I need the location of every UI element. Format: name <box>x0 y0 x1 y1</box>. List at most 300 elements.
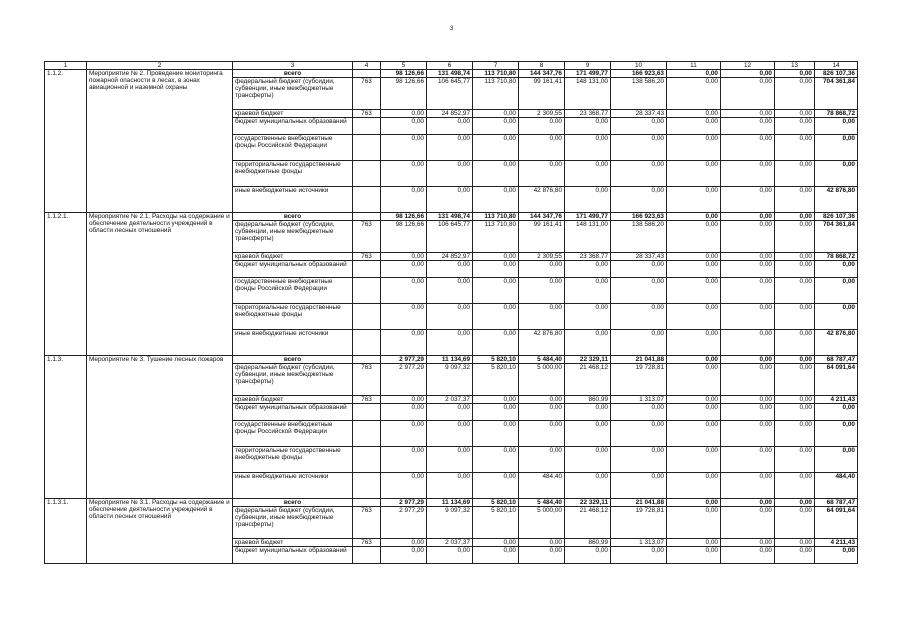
budget-code <box>353 213 381 221</box>
year-value: 0,00 <box>565 304 611 330</box>
year-value: 0,00 <box>667 110 721 118</box>
year-value: 0,00 <box>381 447 427 473</box>
year-value: 0,00 <box>721 364 775 396</box>
year-value: 0,00 <box>381 473 427 499</box>
year-value: 138 586,20 <box>611 78 667 110</box>
year-value: 0,00 <box>519 135 565 161</box>
year-value: 23 368,77 <box>565 253 611 261</box>
year-value: 5 000,00 <box>519 507 565 539</box>
year-value: 0,00 <box>381 253 427 261</box>
year-value: 0,00 <box>565 473 611 499</box>
year-value: 0,00 <box>775 213 815 221</box>
year-value: 0,00 <box>775 539 815 547</box>
budget-code <box>353 304 381 330</box>
total-value: 0,00 <box>815 447 858 473</box>
year-value: 0,00 <box>427 187 473 213</box>
year-value: 0,00 <box>667 364 721 396</box>
total-value: 42 876,80 <box>815 330 858 356</box>
year-value: 0,00 <box>721 135 775 161</box>
year-value: 0,00 <box>519 447 565 473</box>
year-value: 0,00 <box>519 118 565 135</box>
year-value: 23 368,77 <box>565 110 611 118</box>
year-value: 0,00 <box>427 547 473 564</box>
total-value: 68 787,47 <box>815 356 858 364</box>
year-value: 2 977,29 <box>381 356 427 364</box>
total-row <box>45 70 858 78</box>
total-value: 64 091,64 <box>815 507 858 539</box>
year-value: 0,00 <box>721 278 775 304</box>
header-cell: 10 <box>611 62 667 70</box>
year-value: 0,00 <box>721 261 775 278</box>
year-value: 0,00 <box>381 421 427 447</box>
year-value: 0,00 <box>427 261 473 278</box>
year-value: 0,00 <box>775 356 815 364</box>
year-value: 0,00 <box>427 304 473 330</box>
year-value: 0,00 <box>565 547 611 564</box>
year-value: 0,00 <box>775 304 815 330</box>
year-value: 5 484,40 <box>519 356 565 364</box>
year-value: 0,00 <box>721 253 775 261</box>
budget-code <box>353 118 381 135</box>
funding-source: иные внебюджетные источники <box>233 330 353 356</box>
year-value: 0,00 <box>667 253 721 261</box>
budget-code <box>353 547 381 564</box>
budget-code <box>353 161 381 187</box>
funding-source: государственные внебюджетные фонды Российской Федерации <box>233 421 353 447</box>
total-value: 0,00 <box>815 404 858 421</box>
year-value: 0,00 <box>721 330 775 356</box>
year-value: 0,00 <box>519 278 565 304</box>
year-value: 21 041,88 <box>611 356 667 364</box>
year-value: 0,00 <box>473 110 519 118</box>
total-value: 0,00 <box>815 261 858 278</box>
year-value: 0,00 <box>721 304 775 330</box>
year-value: 0,00 <box>473 396 519 404</box>
funding-source: территориальные государственные внебюджетные фонды <box>233 304 353 330</box>
year-value: 0,00 <box>721 161 775 187</box>
year-value: 0,00 <box>775 278 815 304</box>
year-value: 0,00 <box>775 135 815 161</box>
budget-code: 763 <box>353 396 381 404</box>
funding-source: иные внебюджетные источники <box>233 473 353 499</box>
year-value: 11 134,69 <box>427 356 473 364</box>
year-value: 0,00 <box>427 404 473 421</box>
year-value: 0,00 <box>473 304 519 330</box>
year-value: 113 710,80 <box>473 70 519 78</box>
activity-code: 1.1.2. <box>45 70 87 213</box>
year-value: 19 728,81 <box>611 364 667 396</box>
year-value: 0,00 <box>611 421 667 447</box>
header-cell: 11 <box>667 62 721 70</box>
year-value: 0,00 <box>381 187 427 213</box>
year-value: 24 852,97 <box>427 253 473 261</box>
year-value: 0,00 <box>721 396 775 404</box>
year-value: 28 337,43 <box>611 110 667 118</box>
year-value: 5 820,10 <box>473 356 519 364</box>
year-value: 9 097,32 <box>427 364 473 396</box>
year-value: 99 161,41 <box>519 221 565 253</box>
total-value: 826 107,36 <box>815 70 858 78</box>
budget-code <box>353 499 381 507</box>
header-row <box>45 62 858 70</box>
year-value: 0,00 <box>565 161 611 187</box>
year-value: 0,00 <box>667 118 721 135</box>
year-value: 0,00 <box>381 547 427 564</box>
year-value: 0,00 <box>427 118 473 135</box>
year-value: 0,00 <box>775 547 815 564</box>
year-value: 0,00 <box>667 278 721 304</box>
year-value: 2 037,37 <box>427 539 473 547</box>
total-value: 64 091,64 <box>815 364 858 396</box>
total-value: 0,00 <box>815 421 858 447</box>
year-value: 0,00 <box>667 261 721 278</box>
year-value: 0,00 <box>721 447 775 473</box>
budget-code <box>353 70 381 78</box>
year-value: 0,00 <box>473 421 519 447</box>
year-value: 106 645,77 <box>427 78 473 110</box>
year-value: 21 468,12 <box>565 364 611 396</box>
year-value: 0,00 <box>381 110 427 118</box>
year-value: 0,00 <box>427 278 473 304</box>
total-value: 4 211,43 <box>815 396 858 404</box>
year-value: 0,00 <box>381 161 427 187</box>
year-value: 0,00 <box>519 539 565 547</box>
budget-code <box>353 261 381 278</box>
year-value: 9 097,32 <box>427 507 473 539</box>
year-value: 0,00 <box>519 261 565 278</box>
year-value: 0,00 <box>775 507 815 539</box>
budget-code <box>353 356 381 364</box>
year-value: 0,00 <box>667 78 721 110</box>
total-value: 704 361,84 <box>815 78 858 110</box>
year-value: 0,00 <box>775 404 815 421</box>
year-value: 0,00 <box>667 70 721 78</box>
funding-source: иные внебюджетные источники <box>233 187 353 213</box>
total-value: 4 211,43 <box>815 539 858 547</box>
header-cell: 12 <box>721 62 775 70</box>
year-value: 0,00 <box>519 404 565 421</box>
year-value: 0,00 <box>565 404 611 421</box>
total-value: 78 868,72 <box>815 253 858 261</box>
year-value: 0,00 <box>381 278 427 304</box>
total-value: 0,00 <box>815 135 858 161</box>
year-value: 5 484,40 <box>519 499 565 507</box>
year-value: 11 134,69 <box>427 499 473 507</box>
year-value: 0,00 <box>775 364 815 396</box>
year-value: 0,00 <box>721 70 775 78</box>
year-value: 148 131,00 <box>565 78 611 110</box>
year-value: 171 499,77 <box>565 213 611 221</box>
year-value: 0,00 <box>473 404 519 421</box>
year-value: 0,00 <box>565 447 611 473</box>
funding-source: бюджет муниципальных образований <box>233 118 353 135</box>
funding-source: федеральный бюджет (субсидии, субвенции, иные межбюджетные трансферты) <box>233 78 353 110</box>
year-value: 0,00 <box>667 213 721 221</box>
budget-code <box>353 447 381 473</box>
year-value: 0,00 <box>473 539 519 547</box>
year-value: 131 498,74 <box>427 213 473 221</box>
funding-source: краевой бюджет <box>233 253 353 261</box>
year-value: 0,00 <box>721 187 775 213</box>
year-value: 21 468,12 <box>565 507 611 539</box>
year-value: 0,00 <box>775 70 815 78</box>
budget-code: 763 <box>353 507 381 539</box>
activity-title: Мероприятие № 3. Тушение лесных пожаров <box>87 356 233 499</box>
year-value: 0,00 <box>381 539 427 547</box>
budget-code <box>353 135 381 161</box>
budget-code <box>353 473 381 499</box>
budget-code <box>353 330 381 356</box>
year-value: 0,00 <box>473 253 519 261</box>
year-value: 0,00 <box>473 187 519 213</box>
header-cell: 9 <box>565 62 611 70</box>
year-value: 0,00 <box>667 507 721 539</box>
year-value: 113 710,80 <box>473 78 519 110</box>
year-value: 0,00 <box>381 404 427 421</box>
total-value: 0,00 <box>815 547 858 564</box>
year-value: 0,00 <box>427 421 473 447</box>
budget-code <box>353 404 381 421</box>
funding-source: территориальные государственные внебюджетные фонды <box>233 161 353 187</box>
year-value: 0,00 <box>667 447 721 473</box>
year-value: 0,00 <box>775 499 815 507</box>
funding-source: государственные внебюджетные фонды Российской Федерации <box>233 278 353 304</box>
year-value: 0,00 <box>667 539 721 547</box>
year-value: 0,00 <box>473 135 519 161</box>
year-value: 0,00 <box>473 278 519 304</box>
year-value: 0,00 <box>381 304 427 330</box>
year-value: 0,00 <box>473 447 519 473</box>
year-value: 0,00 <box>473 330 519 356</box>
budget-code: 763 <box>353 78 381 110</box>
year-value: 171 499,77 <box>565 70 611 78</box>
year-value: 0,00 <box>721 421 775 447</box>
year-value: 0,00 <box>667 356 721 364</box>
year-value: 0,00 <box>721 499 775 507</box>
header-cell: 14 <box>815 62 858 70</box>
year-value: 42 876,80 <box>519 330 565 356</box>
year-value: 0,00 <box>721 118 775 135</box>
year-value: 0,00 <box>775 187 815 213</box>
year-value: 5 000,00 <box>519 364 565 396</box>
funding-source: федеральный бюджет (субсидии, субвенции, иные межбюджетные трансферты) <box>233 221 353 253</box>
funding-source: всего <box>233 70 353 78</box>
total-value: 704 361,84 <box>815 221 858 253</box>
year-value: 484,40 <box>519 473 565 499</box>
year-value: 0,00 <box>427 447 473 473</box>
total-value: 484,40 <box>815 473 858 499</box>
activity-code: 1.1.3.1. <box>45 499 87 564</box>
year-value: 0,00 <box>427 330 473 356</box>
total-row <box>45 213 858 221</box>
year-value: 0,00 <box>775 221 815 253</box>
year-value: 0,00 <box>667 187 721 213</box>
year-value: 21 041,88 <box>611 499 667 507</box>
year-value: 0,00 <box>667 161 721 187</box>
year-value: 22 329,11 <box>565 499 611 507</box>
funding-source: краевой бюджет <box>233 110 353 118</box>
activity-title: Мероприятие № 3.1. Расходы на содержание и обеспечение деятельности учреждений в области лесных отношений <box>87 499 233 564</box>
year-value: 0,00 <box>565 421 611 447</box>
year-value: 0,00 <box>473 473 519 499</box>
year-value: 166 923,63 <box>611 70 667 78</box>
year-value: 0,00 <box>667 396 721 404</box>
budget-code <box>353 278 381 304</box>
year-value: 0,00 <box>611 187 667 213</box>
year-value: 0,00 <box>667 135 721 161</box>
year-value: 0,00 <box>667 499 721 507</box>
year-value: 0,00 <box>473 118 519 135</box>
year-value: 19 728,81 <box>611 507 667 539</box>
budget-code: 763 <box>353 110 381 118</box>
year-value: 0,00 <box>565 261 611 278</box>
year-value: 0,00 <box>667 404 721 421</box>
year-value: 0,00 <box>775 118 815 135</box>
funding-source: краевой бюджет <box>233 396 353 404</box>
year-value: 42 876,80 <box>519 187 565 213</box>
year-value: 2 037,37 <box>427 396 473 404</box>
budget-code <box>353 187 381 213</box>
total-row <box>45 356 858 364</box>
year-value: 0,00 <box>473 261 519 278</box>
year-value: 0,00 <box>775 473 815 499</box>
year-value: 0,00 <box>721 213 775 221</box>
funding-source: федеральный бюджет (субсидии, субвенции, иные межбюджетные трансферты) <box>233 364 353 396</box>
year-value: 0,00 <box>611 118 667 135</box>
year-value: 0,00 <box>381 261 427 278</box>
year-value: 0,00 <box>519 421 565 447</box>
year-value: 0,00 <box>721 110 775 118</box>
year-value: 5 820,10 <box>473 507 519 539</box>
funding-source: краевой бюджет <box>233 539 353 547</box>
year-value: 0,00 <box>427 135 473 161</box>
total-value: 0,00 <box>815 161 858 187</box>
funding-source: всего <box>233 499 353 507</box>
year-value: 106 645,77 <box>427 221 473 253</box>
year-value: 0,00 <box>565 330 611 356</box>
year-value: 0,00 <box>519 161 565 187</box>
year-value: 0,00 <box>721 539 775 547</box>
year-value: 0,00 <box>721 356 775 364</box>
year-value: 0,00 <box>473 547 519 564</box>
year-value: 0,00 <box>427 473 473 499</box>
year-value: 5 820,10 <box>473 364 519 396</box>
year-value: 98 126,66 <box>381 70 427 78</box>
year-value: 1 313,07 <box>611 539 667 547</box>
year-value: 0,00 <box>611 404 667 421</box>
budget-code <box>353 421 381 447</box>
year-value: 0,00 <box>775 253 815 261</box>
year-value: 0,00 <box>667 304 721 330</box>
year-value: 0,00 <box>381 330 427 356</box>
year-value: 0,00 <box>775 161 815 187</box>
year-value: 0,00 <box>611 161 667 187</box>
header-cell: 2 <box>87 62 233 70</box>
total-value: 68 787,47 <box>815 499 858 507</box>
year-value: 860,99 <box>565 396 611 404</box>
year-value: 24 852,97 <box>427 110 473 118</box>
year-value: 2 977,29 <box>381 499 427 507</box>
budget-code: 763 <box>353 221 381 253</box>
year-value: 0,00 <box>775 396 815 404</box>
year-value: 0,00 <box>519 547 565 564</box>
budget-code: 763 <box>353 364 381 396</box>
header-cell: 1 <box>45 62 87 70</box>
year-value: 2 977,29 <box>381 507 427 539</box>
year-value: 0,00 <box>721 473 775 499</box>
year-value: 0,00 <box>667 330 721 356</box>
year-value: 144 347,76 <box>519 213 565 221</box>
header-cell: 6 <box>427 62 473 70</box>
year-value: 0,00 <box>775 261 815 278</box>
year-value: 0,00 <box>721 547 775 564</box>
budget-table <box>44 61 858 564</box>
activity-code: 1.1.2.1. <box>45 213 87 356</box>
funding-source: всего <box>233 213 353 221</box>
year-value: 0,00 <box>611 261 667 278</box>
funding-source: федеральный бюджет (субсидии, субвенции, иные межбюджетные трансферты) <box>233 507 353 539</box>
funding-source: всего <box>233 356 353 364</box>
year-value: 0,00 <box>667 547 721 564</box>
total-value: 0,00 <box>815 304 858 330</box>
year-value: 0,00 <box>519 304 565 330</box>
year-value: 0,00 <box>473 161 519 187</box>
year-value: 0,00 <box>721 221 775 253</box>
header-cell: 4 <box>353 62 381 70</box>
year-value: 144 347,76 <box>519 70 565 78</box>
year-value: 0,00 <box>775 330 815 356</box>
year-value: 0,00 <box>775 78 815 110</box>
year-value: 0,00 <box>381 396 427 404</box>
year-value: 0,00 <box>775 110 815 118</box>
header-cell: 13 <box>775 62 815 70</box>
activity-title: Мероприятие № 2.1. Расходы на содержание и обеспечение деятельности учреждений в области лесных отношений <box>87 213 233 356</box>
funding-source: государственные внебюджетные фонды Российской Федерации <box>233 135 353 161</box>
header-cell: 3 <box>233 62 353 70</box>
funding-source: бюджет муниципальных образований <box>233 261 353 278</box>
year-value: 0,00 <box>611 135 667 161</box>
year-value: 0,00 <box>565 135 611 161</box>
year-value: 0,00 <box>611 473 667 499</box>
year-value: 113 710,80 <box>473 221 519 253</box>
year-value: 0,00 <box>775 421 815 447</box>
funding-source: бюджет муниципальных образований <box>233 547 353 564</box>
total-value: 78 868,72 <box>815 110 858 118</box>
year-value: 1 313,07 <box>611 396 667 404</box>
total-value: 0,00 <box>815 278 858 304</box>
activity-title: Мероприятие № 2. Проведение мониторинга пожарной опасности в лесах, в зонах авиационной и наземной охраны <box>87 70 233 213</box>
year-value: 98 126,66 <box>381 221 427 253</box>
year-value: 113 710,80 <box>473 213 519 221</box>
year-value: 148 131,00 <box>565 221 611 253</box>
year-value: 0,00 <box>565 278 611 304</box>
year-value: 98 126,66 <box>381 78 427 110</box>
year-value: 99 161,41 <box>519 78 565 110</box>
header-cell: 8 <box>519 62 565 70</box>
year-value: 131 498,74 <box>427 70 473 78</box>
year-value: 2 977,29 <box>381 364 427 396</box>
year-value: 0,00 <box>565 187 611 213</box>
year-value: 0,00 <box>721 404 775 421</box>
year-value: 98 126,66 <box>381 213 427 221</box>
header-cell: 7 <box>473 62 519 70</box>
year-value: 0,00 <box>565 118 611 135</box>
year-value: 138 586,20 <box>611 221 667 253</box>
year-value: 0,00 <box>519 396 565 404</box>
total-row <box>45 499 858 507</box>
year-value: 0,00 <box>381 135 427 161</box>
year-value: 0,00 <box>381 118 427 135</box>
